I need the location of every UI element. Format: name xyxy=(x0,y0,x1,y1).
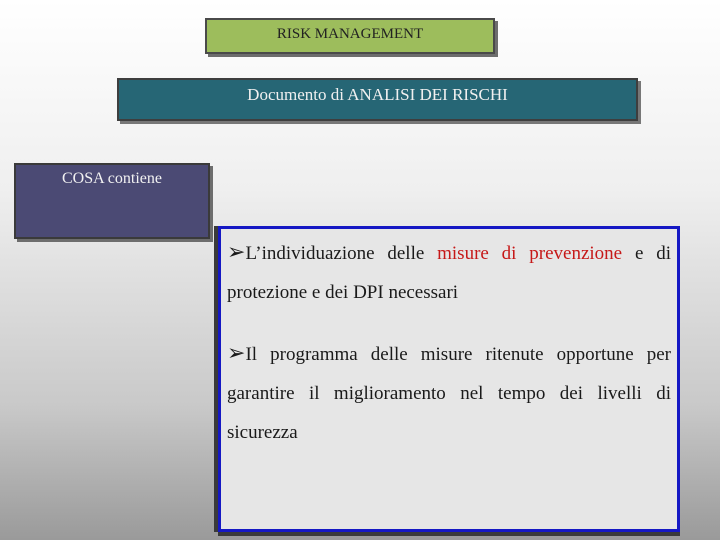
document-subtitle: Documento di ANALISI DEI RISCHI xyxy=(247,85,508,104)
bullet-item-2 xyxy=(227,334,671,452)
content-panel xyxy=(218,226,680,532)
bullet-1-highlight: misure di prevenzione xyxy=(437,243,623,264)
side-label-box xyxy=(14,163,210,239)
bullet-item-1 xyxy=(227,233,671,312)
bullet-2-text: Il programma delle misure ritenute opportune per garantire il miglioramento nel tempo dei livelli di sicurezza xyxy=(227,344,671,443)
title-banner xyxy=(205,18,495,54)
bullet-1-text-before: L’individuazione delle xyxy=(245,243,438,264)
side-label: COSA contiene xyxy=(62,170,162,187)
subtitle-banner xyxy=(117,78,638,121)
arrow-bullet-icon: ➢ xyxy=(227,240,246,265)
arrow-bullet-icon: ➢ xyxy=(227,341,246,366)
page-title: RISK MANAGEMENT xyxy=(276,26,424,42)
bullet-1-text-after: e di protezione e dei DPI necessari xyxy=(227,243,671,303)
